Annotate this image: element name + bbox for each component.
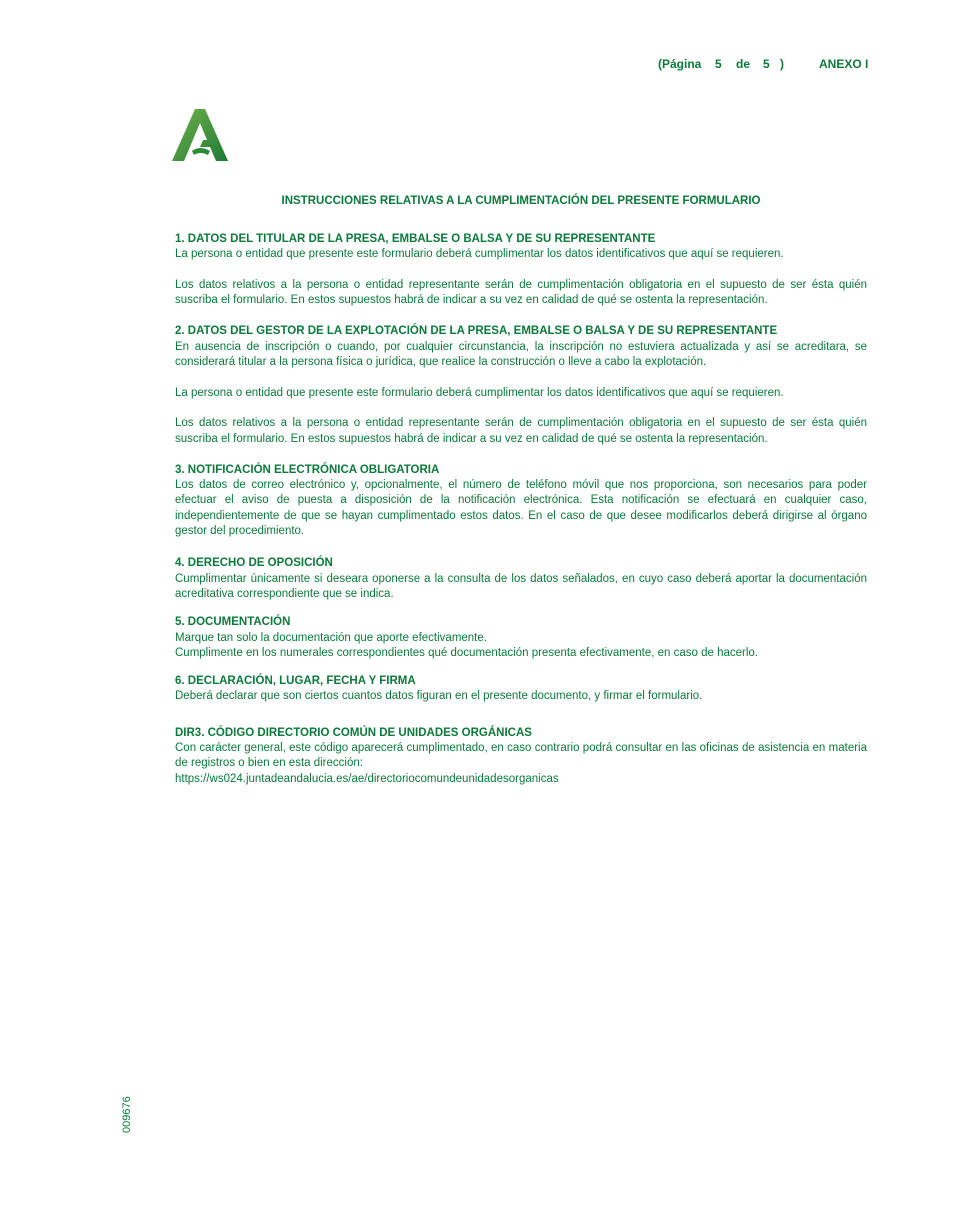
section-paragraph: Marque tan solo la documentación que aporte efectivamente. bbox=[175, 631, 487, 644]
section-paragraph: En ausencia de inscripción o cuando, por cualquier circunstancia, la inscripción no estuviera actualizada y así se acreditara, se considerará titular a la persona física o jurídica, que realice la construcción o lleve a cabo la explotación. bbox=[175, 340, 867, 369]
junta-andalucia-logo-icon bbox=[170, 107, 230, 163]
document-title: INSTRUCCIONES RELATIVAS A LA CUMPLIMENTACIÓN DEL PRESENTE FORMULARIO bbox=[281, 195, 761, 207]
section-paragraph: La persona o entidad que presente este formulario deberá cumplimentar los datos identificativos que aquí se requieren. bbox=[175, 386, 784, 399]
instructions-content bbox=[175, 232, 867, 787]
section-heading: 2. DATOS DEL GESTOR DE LA EXPLOTACIÓN DE LA PRESA, EMBALSE O BALSA Y DE SU REPRESENTANTE bbox=[175, 325, 778, 338]
section-titular bbox=[175, 232, 867, 308]
page-header bbox=[658, 57, 878, 75]
section-paragraph: Los datos relativos a la persona o entidad representante serán de cumplimentación obligatoria en el supuesto de ser ésta quién suscriba el formulario. En estos supuestos habrá de indicar a su vez en calidad de qué se ostenta la representación. bbox=[175, 278, 867, 307]
section-dir3 bbox=[175, 726, 867, 787]
section-paragraph: Cumplimentar únicamente si deseara oponerse a la consulta de los datos señalados, en cuyo caso deberá aportar la documentación acreditativa correspondiente que se indica. bbox=[175, 572, 867, 600]
page-total: 5 bbox=[763, 57, 770, 71]
section-oposicion bbox=[175, 556, 867, 602]
section-paragraph: Deberá declarar que son ciertos cuantos datos figuran en el presente documento, y firmar el formulario. bbox=[175, 690, 703, 703]
section-heading: 1. DATOS DEL TITULAR DE LA PRESA, EMBALSE O BALSA Y DE SU REPRESENTANTE bbox=[175, 233, 656, 245]
de-label: de bbox=[736, 57, 751, 71]
section-heading: 3. NOTIFICACIÓN ELECTRÓNICA OBLIGATORIA bbox=[175, 463, 440, 476]
section-heading: 6. DECLARACIÓN, LUGAR, FECHA Y FIRMA bbox=[175, 675, 416, 688]
section-notificacion bbox=[175, 463, 867, 539]
anexo-label: ANEXO I bbox=[819, 57, 869, 71]
section-paragraph: Cumplimente en los numerales correspondientes qué documentación presenta efectivamente, en caso de hacerlo. bbox=[175, 646, 759, 659]
directory-url-link[interactable]: https://ws024.juntadeandalucia.es/ae/directoriocomundeunidadesorganicas bbox=[175, 772, 559, 785]
paren-close: ) bbox=[780, 57, 784, 71]
page-current: 5 bbox=[715, 57, 722, 71]
section-documentacion bbox=[175, 615, 867, 661]
section-paragraph: Los datos de correo electrónico y, opcionalmente, el número de teléfono móvil que nos proporciona, son necesarios para poder efectuar el aviso de puesta a disposición de la notificación electrónica. Esta notificación se efectuará en cualquier caso, independientemente de que se hayan cumplimentado estos datos. En el caso de que desee modificarlos deberá dirigirse al órgano gestor del procedimiento. bbox=[175, 479, 867, 538]
form-code: 009676 bbox=[121, 1096, 133, 1133]
section-heading: 5. DOCUMENTACIÓN bbox=[175, 616, 291, 629]
section-declaracion bbox=[175, 674, 867, 705]
section-heading: DIR3. CÓDIGO DIRECTORIO COMÚN DE UNIDADES ORGÁNICAS bbox=[175, 726, 532, 739]
section-gestor bbox=[175, 324, 867, 446]
section-heading: 4. DERECHO DE OPOSICIÓN bbox=[175, 557, 333, 570]
section-paragraph: Con carácter general, este código aparecerá cumplimentado, en caso contrario podrá consultar en las oficinas de asistencia en materia de registros o bien en esta dirección: bbox=[175, 742, 867, 770]
section-paragraph: La persona o entidad que presente este formulario deberá cumplimentar los datos identificativos que aquí se requieren. bbox=[175, 248, 784, 261]
section-paragraph: Los datos relativos a la persona o entidad representante serán de cumplimentación obligatoria en el supuesto de ser ésta quién suscriba el formulario. En estos supuestos habrá de indicar a su vez en calidad de qué se ostenta la representación. bbox=[175, 417, 867, 445]
pagina-label: (Página bbox=[658, 57, 702, 71]
